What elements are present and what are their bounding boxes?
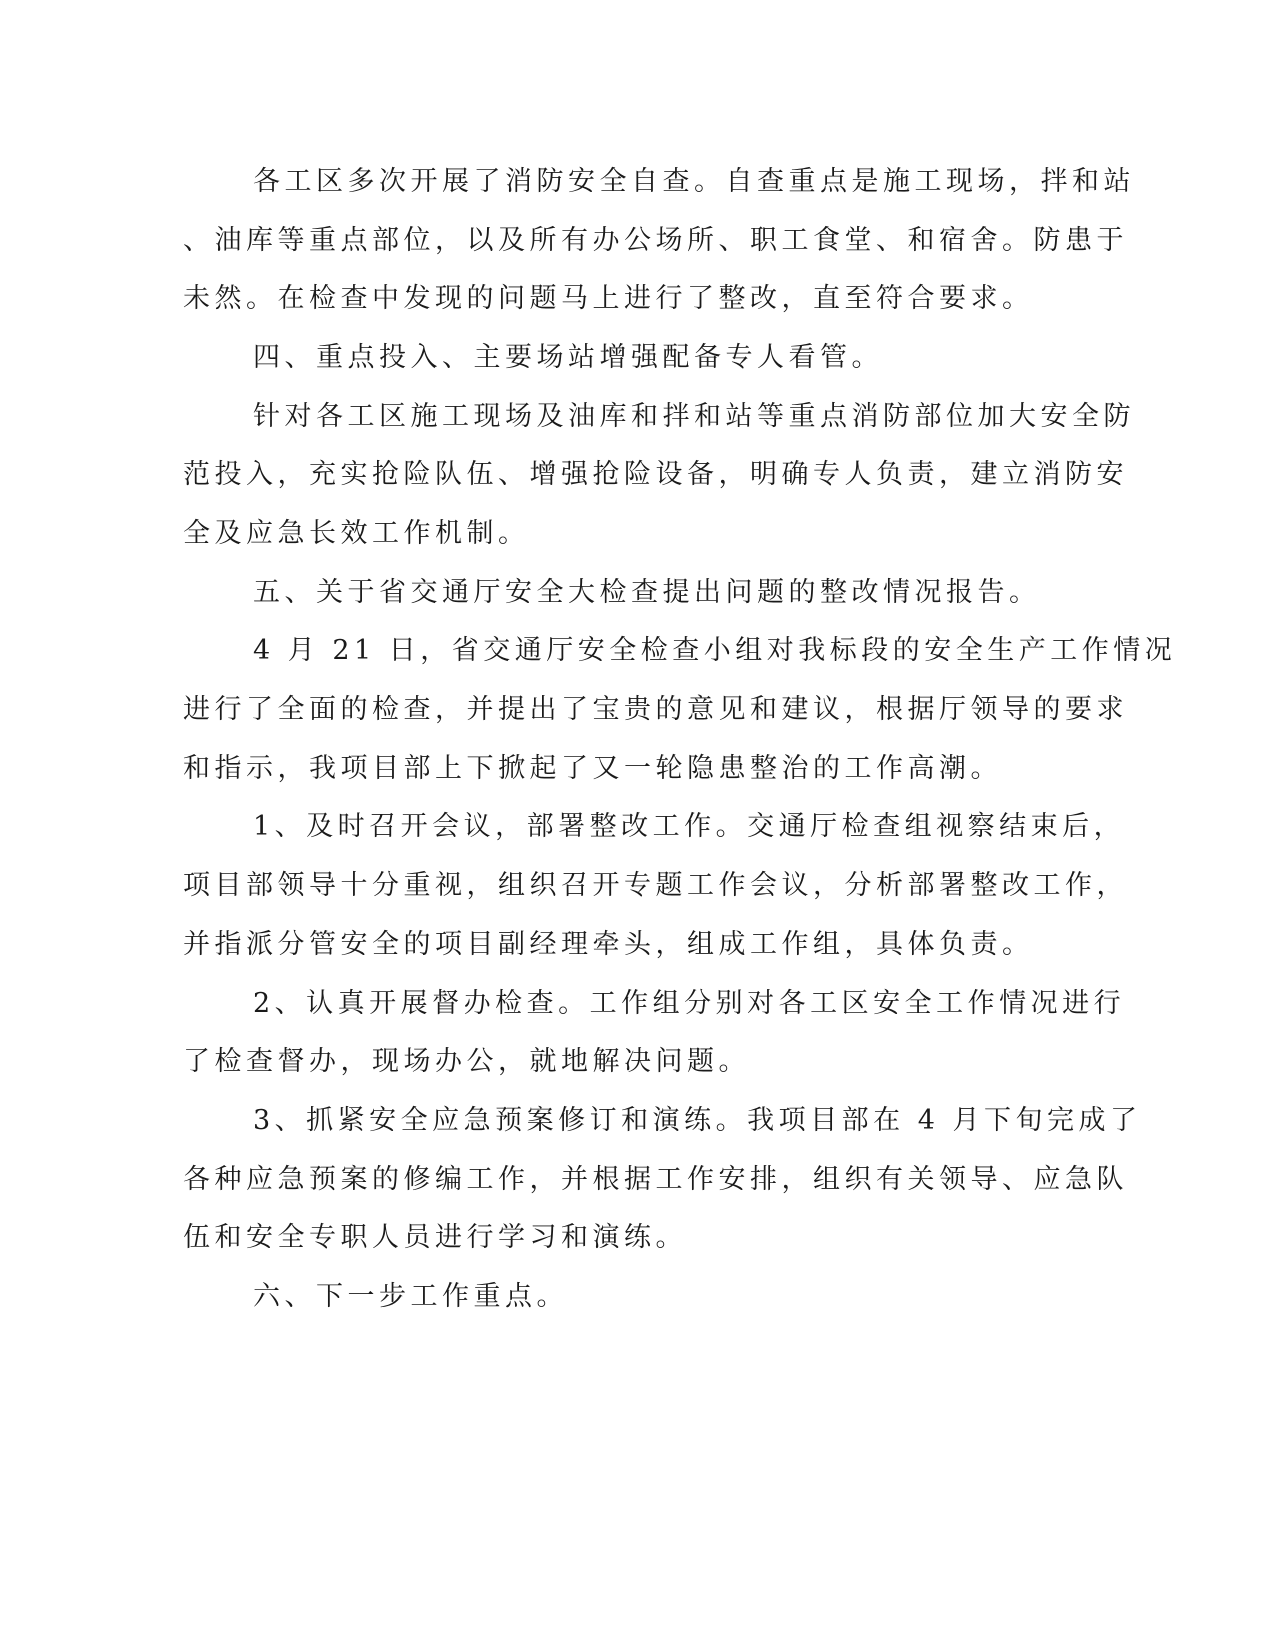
- numbered-item-line: 1、及时召开会议，部署整改工作。交通厅检查组视察结束后，: [253, 811, 1126, 842]
- section-heading: 四、重点投入、主要场站增强配备专人看管。: [253, 342, 883, 373]
- numbered-item-line: 2、认真开展督办检查。工作组分别对各工区安全工作情况进行: [253, 988, 1126, 1019]
- paragraph-line: 未然。在检查中发现的问题马上进行了整改，直至符合要求。: [183, 283, 1034, 314]
- paragraph-line: 全及应急长效工作机制。: [183, 518, 530, 549]
- numbered-item-line: 项目部领导十分重视，组织召开专题工作会议，分析部署整改工作，: [183, 870, 1128, 901]
- numbered-item-line: 并指派分管安全的项目副经理牵头，组成工作组，具体负责。: [183, 929, 1034, 960]
- paragraph-line: 和指示，我项目部上下掀起了又一轮隐患整治的工作高潮。: [183, 753, 1002, 784]
- numbered-item-line: 各种应急预案的修编工作，并根据工作安排，组织有关领导、应急队: [183, 1164, 1128, 1195]
- paragraph-line: 针对各工区施工现场及油库和拌和站等重点消防部位加大安全防: [253, 401, 1135, 432]
- numbered-item-line: 3、抓紧安全应急预案修订和演练。我项目部在 4 月下旬完成了: [253, 1105, 1142, 1136]
- paragraph-line: 各工区多次开展了消防安全自查。自查重点是施工现场，拌和站: [253, 166, 1135, 197]
- paragraph-line: 进行了全面的检查，并提出了宝贵的意见和建议，根据厅领导的要求: [183, 694, 1128, 725]
- numbered-item-line: 了检查督办，现场办公，就地解决问题。: [183, 1046, 750, 1077]
- section-heading: 六、下一步工作重点。: [253, 1281, 568, 1312]
- paragraph-line: 范投入，充实抢险队伍、增强抢险设备，明确专人负责，建立消防安: [183, 459, 1128, 490]
- paragraph-line: 4 月 21 日，省交通厅安全检查小组对我标段的安全生产工作情况: [253, 635, 1177, 666]
- paragraph-line: 、油库等重点部位，以及所有办公场所、职工食堂、和宿舍。防患于: [183, 225, 1128, 256]
- section-heading: 五、关于省交通厅安全大检查提出问题的整改情况报告。: [253, 577, 1041, 608]
- numbered-item-line: 伍和安全专职人员进行学习和演练。: [183, 1222, 687, 1253]
